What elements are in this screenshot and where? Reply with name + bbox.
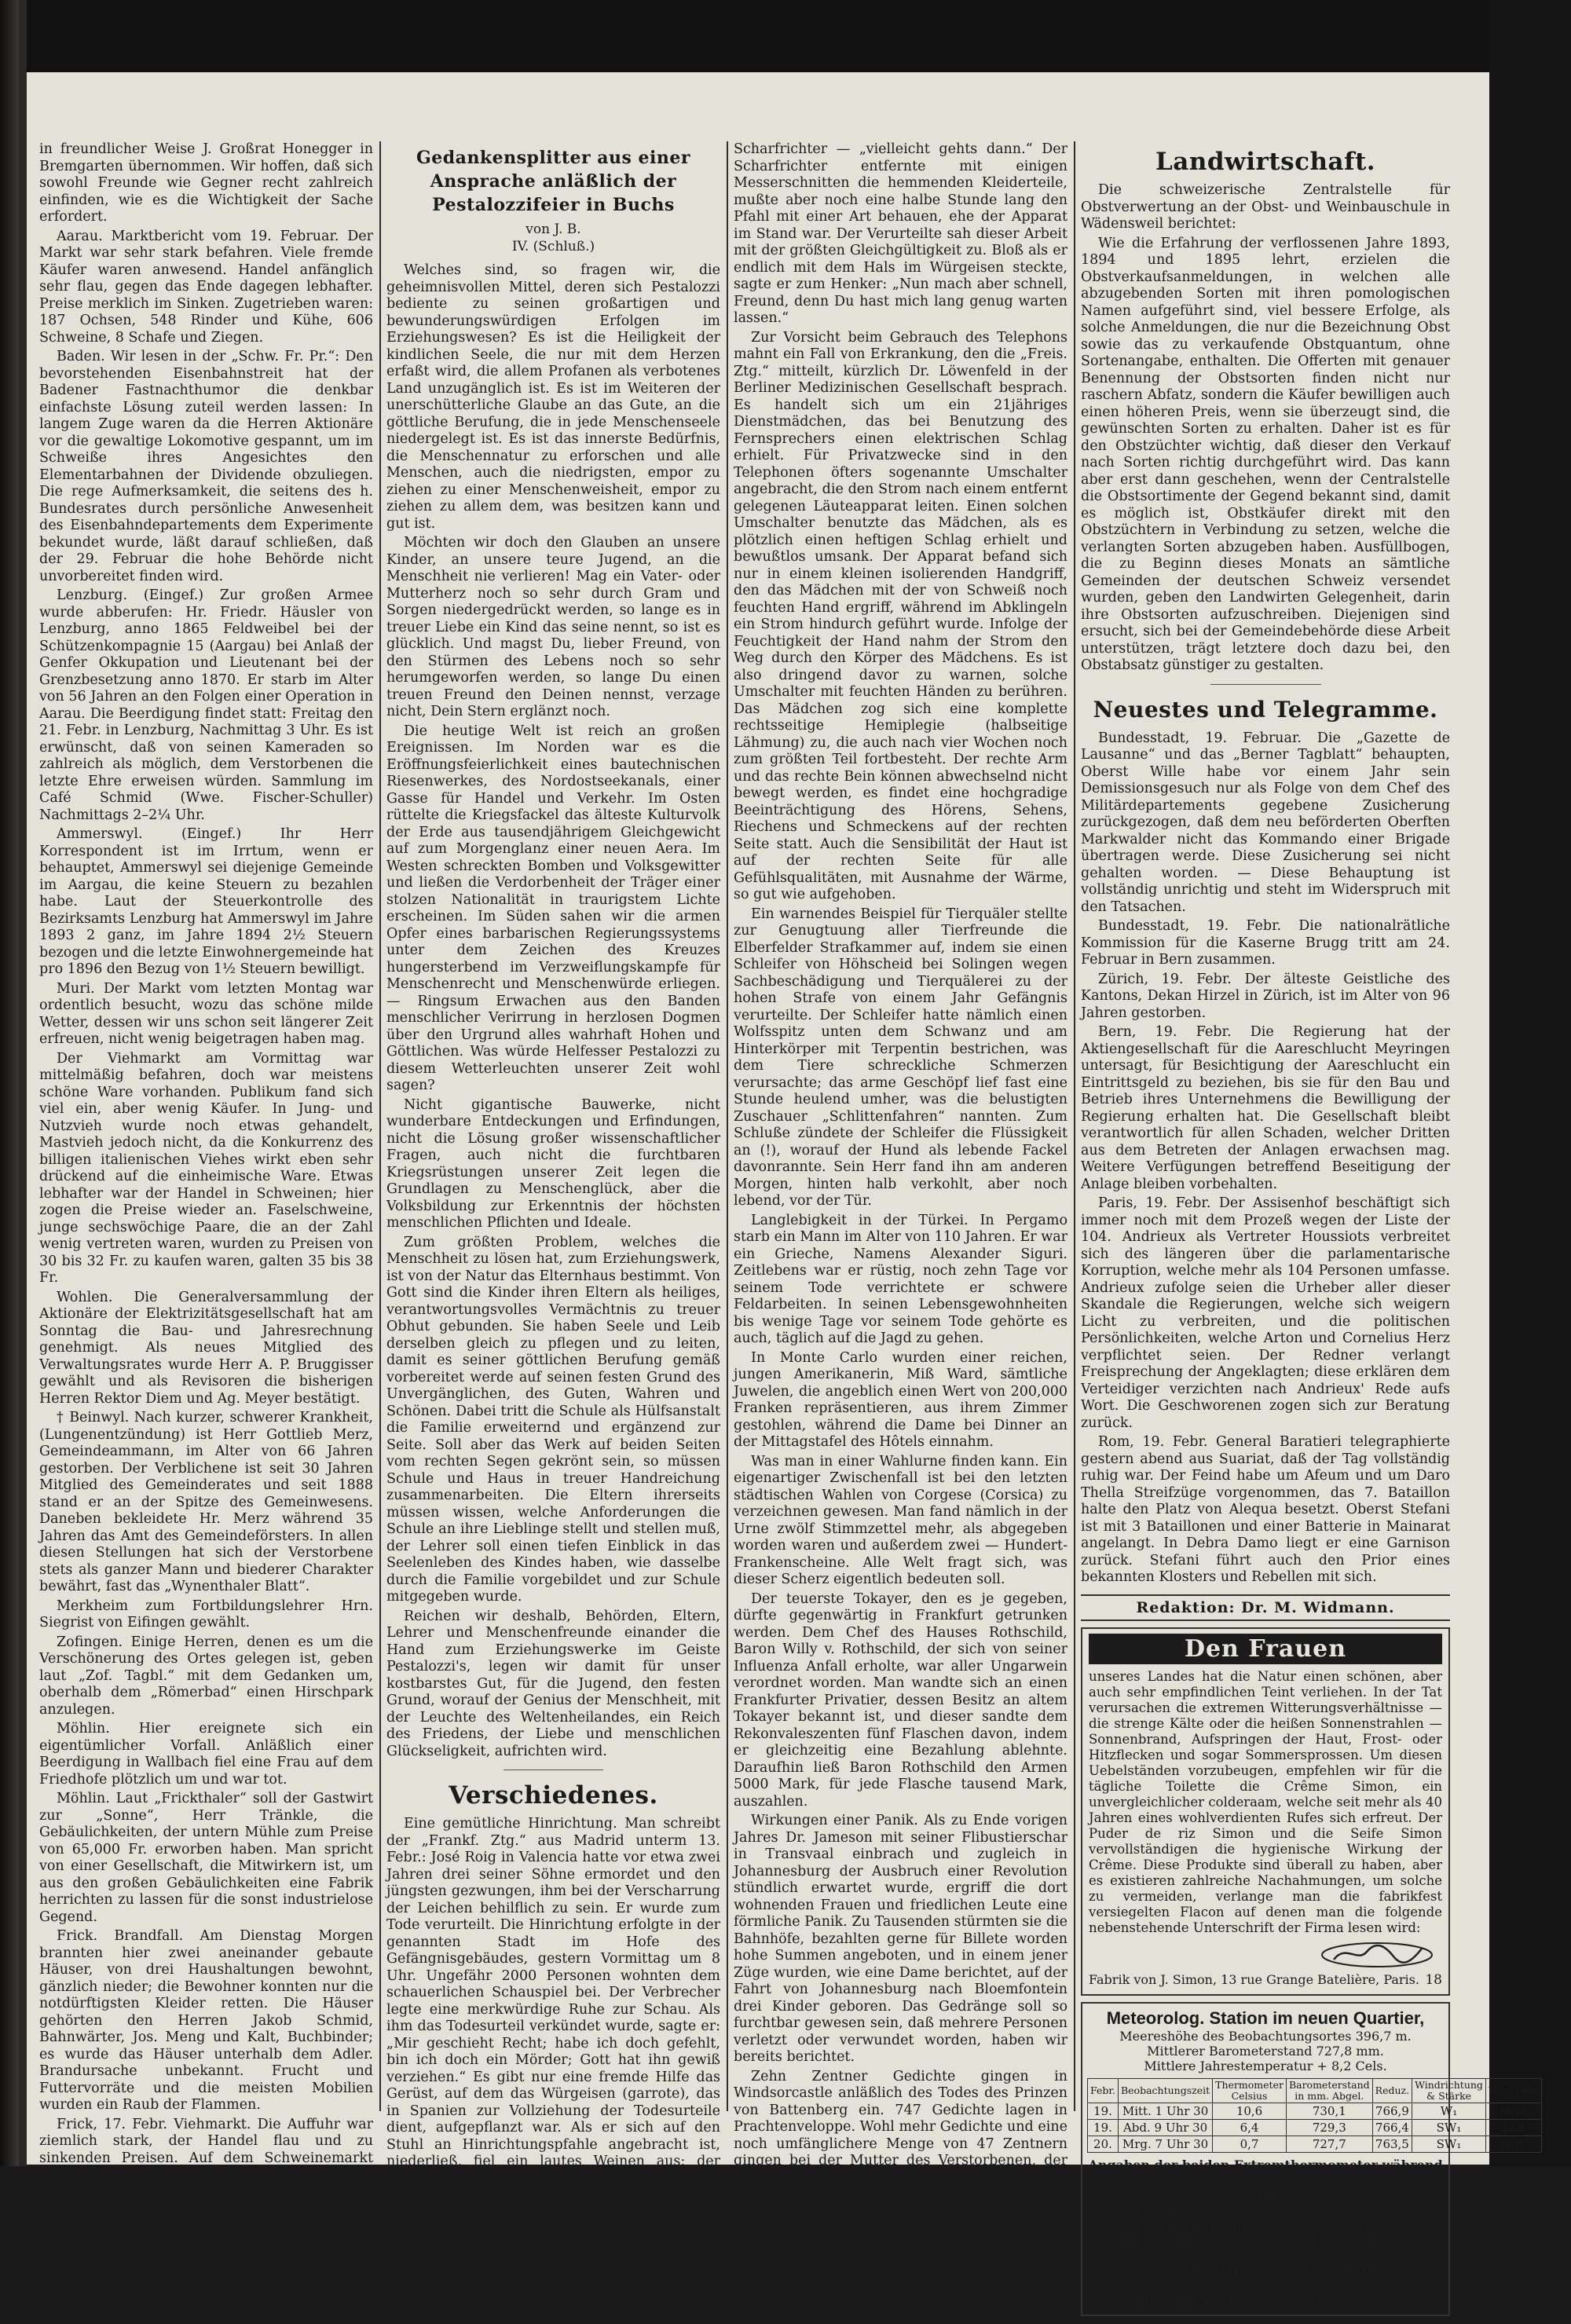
table-cell: hell (1485, 2119, 1541, 2136)
article-paragraph: Die schweizerische Zentralstelle für Obstverwertung an der Obst- und Weinbauschule in Wädensweil berichtet: (1081, 182, 1450, 233)
news-item: Möhlin. Laut „Frickthaler“ soll der Gastwirt zur „Sonne“, Herr Tränkle, die Gebäulichkeiten, der untern Mühle zum Preise von 65,000 Fr. erworben haben. Man spricht von einer Gesellschaft, die Mitwirkern ist, um aus den großen Gebäulichkeiten eine Fabrik herrichten zu lassen für die sonst industrielose Gegend. (39, 1791, 373, 1926)
table-cell: 730,1 (1286, 2103, 1372, 2119)
news-item: X-Strahlen. Der „Gaulois“ teilt mit, daß es einem seiner Mitarbeiter mittels Röntgen-Strahlen gelungen ist, einen Brief im verschlossenen Couvert zu photographieren. Das Facsimile des photographierten Briefes, dessen Schriftzüge deutlich erkennbar sind, ist abgedruckt. (734, 2206, 1067, 2324)
article-paragraph: Wie die Erfahrung der verflossenen Jahre 1893, 1894 und 1895 lehrt, erzielen die Obstverkaufsanmeldungen, in welchen alle abzugebenden Sorten mit ihren pomologischen Namen aufgeführt sind, viel bessere Erfolge, als solche Anmeldungen, die nur die Bezeichnung Obst sowie das zu verkaufende Obstquantum, ohne Sortenangabe, enthalten. Die Offerten mit genauer Benennung der Obstsorten finden nicht nur raschern Abfatz, sondern die Käufer bewilligen auch einen höheren Preis, wenn sie überzeugt sind, die gewünschten Sorten zu erhalten. Daher ist es für den Obstzüchter wichtig, daß dieser den Verkauf nach Sorten richtig durchgeführt wird. Das kann aber erst dann geschehen, wenn der Centralstelle die Obstsortimente der Gegend bekannt sind, damit es möglich ist, Obstkäufer direkt mit den Obstzüchtern in Verbindung zu setzen, welche die verlangten Sorten abzugeben haben. Ausfüllbogen, die zu Beginn dieses Monats an sämtliche Gemeinden der deutschen Schweiz versendet wurden, geben den Landwirten Gelegenheit, darin ihre Obstsorten aufzuschreiben. Diejenigen sind ersucht, sich bei der Gemeindebehörde diese Arbeit unterstützen, trägt letztere doch dazu bei, den Obstabsatz günstiger zu gestalten. (1081, 236, 1450, 675)
news-item: † Beinwyl. Nach kurzer, schwerer Krankheit, (Lungenentzündung) ist Herr Gottlieb Merz, Gemeindeammann, im Alter von 66 Jahren gestorben. Der Verblichene ist seit 30 Jahren Mitglied des Gemeinderates und seit 1888 stand er an der Spitze des Gemeinwesens. Daneben bekleidete Hr. Merz während 35 Jahren das Amt des Gemeindeförsters. In allen diesen Stellungen hat sich der Verstorbene stets als ganzer Mann und biederer Charakter bewährt, fast das „Wynenthaler Blatt“. (39, 1410, 373, 1596)
article-paragraph: Eine gemütliche Hinrichtung. Man schreibt der „Frankf. Ztg.“ aus Madrid unterm 13. Febr.: José Roig in Valencia hatte vor etwa zwei Jahren drei seiner Söhne ermordet und den jüngsten gezwungen, ihm bei der Verscharrung der Leichen behilflich zu sein. Er wurde zum Tode verurteilt. Die Hinrichtung erfolgte in der genannten Stadt im Hofe des Gefängnisgebäudes, gestern Vormittag um 8 Uhr. Ungefähr 2000 Personen wohnten dem schauerlichen Schauspiel bei. Der Verbrecher legte eine merkwürdige Ruhe zur Schau. Als ihm das Todesurteil verkündet wurde, sagte er: „Mir geschieht Recht; habe ich doch gefehlt, bin ich doch ein Mörder; Gott hat ihn gewiß verziehen.“ Es gibt nur eine fremde Hilfe das Gerüst, auf dem das Würgeisen (garrote), das in Spanien zur Vollziehung der Todesurteile dient, aufgepflanzt war. Als er sich auf den Stuhl an Hinrichtungspfahle angebracht ist, niederließ, fiel ein lautes Weinen aus; der Scharfrichter legte ihm den Ring um den Hals nicht an ergriff den das Würgeisen drehen. Der Sitz wurde erhöht, aber noch konnte die Hinrichtung nicht stattfinden, weil nämlich der Hals des Verurteilten, wegen zu großer Dicke des Pfahls, nicht in das Würgeisen hineinpaßte. „Schneide mir die Kleider vom Hals weg,“ sagte der Verurteilte zum (386, 1816, 720, 2306)
news-item: Der teuerste Tokayer, den es je gegeben, dürfte gegenwärtig in Frankfurt getrunken werden. Dem Chef des Hauses Rothschild, Baron Willy v. Rothschild, der sich von seiner Influenza Anfall erholte, war aller Ungarwein verordnet worden. Man wandte sich an einen Frankfurter Privatier, dessen Besitz an altem Tokayer bekannt ist, und dieser sandte dem Rekonvaleszenten fünf Flaschen davon, indem er gleichzeitig eine Bezahlung ablehnte. Daraufhin ließ Baron Rothschild den Armen 5000 Mark, für jede Flasche tausend Mark, auszahlen. (734, 1591, 1067, 1811)
telegram-item: Bern, 19. Febr. Die Regierung hat der Aktiengesellschaft für die Aareschlucht Meyringen untersagt, für Besichtigung der Aareschlucht ein Eintrittsgeld zu beziehen, bis sie für den Bau und Betrieb ihres Unternehmens die Bewilligung der Regierung erhalten hat. Die Gesellschaft bleibt verantwortlich für allen Schaden, welcher Dritten aus dem Betreten der Anlagen erwachsen mag. Weitere Verfügungen betreffend Beseitigung der Anlage bleiben vorbehalten. (1081, 1024, 1450, 1193)
article-paragraph: Nicht gigantische Bauwerke, nicht wunderbare Entdeckungen und Erfindungen, nicht die Lösung großer wissenschaftlicher Fragen, auch nicht die furchtbaren Kriegsrüstungen unserer Zeit legen die Grundlagen zu Menschenglück, aber die Volksbildung zur Erkenntnis der höchsten menschlichen Pflichten und Ideale. (386, 1097, 720, 1232)
ad-signature-row (1089, 1939, 1436, 1971)
table-row (1088, 2136, 1542, 2152)
article-paragraph: Reichen wir deshalb, Behörden, Eltern, Lehrer und Menschenfreunde einander die Hand zum Erziehungswerke im Geiste Pestalozzi's, legen wir damit für unser kostbarstes Gut, für die Jugend, den festen Grund, worauf der Genius der Menschheit, mit der Leuchte des Weltenheilandes, ein Reich des Friedens, der Liebe und menschlichen Glückseligkeit, aufrichten wird. (386, 1609, 720, 1761)
table-cell: 19. (1088, 2103, 1119, 2119)
news-item: Frick. Brandfall. Am Dienstag Morgen brannten hier zwei aneinander gebaute Häuser, von drei Haushaltungen bewohnt, gänzlich nieder; die Bewohner konnten nur die notdürftigsten Kleider retten. Die Häuser gehörten den Herren Jakob Schmid, Bahnwärter, Jos. Meng und Kalt, Buchbinder; es wurde das Häuser unterhalb dem Adler. Brandursache unbekannt. Frucht und Futtervorräte und die meisten Mobilien wurden ein Raub der Flammen. (39, 1928, 373, 2114)
article-paragraph: Die heutige Welt ist reich an großen Ereignissen. Im Norden war es die Eröffnungsfeierlichkeit eines bautechnischen Riesenwerkes, des Nordostseekanals, einer Gasse für Handel und Verkehr. Im Osten rüttelte die Kriegsfackel das älteste Kulturvolk der Erde aus tausendjährigem Gleichgewicht auf zum Morgenglanz einer neuen Aera. Im Westen schreckten Bomben und Volksgewitter und ließen die Verdorbenheit der Träger einer stolzen Nationalität in traurigstem Lichte erscheinen. Im Süden sahen wir die armen Opfer eines barbarischen Regierungssystems unter dem Zeichen des Kreuzes hungersterbend im Verzweiflungskampfe für Menschenrecht und Menschenwürde erliegen. — Ringsum Erwachen aus den Banden menschlicher Verirrung in herzlosen Dogmen über den Urgrund alles wahrhaft Hohen und Göttlichen. Was würde Helfesser Pestalozzi zu diesem Wetterleuchten unserer Zeit wohl sagen? (386, 723, 720, 1095)
news-item: Möhlin. Hier ereignete sich ein eigentümlicher Vorfall. Anläßlich einer Beerdigung in Wallbach fiel eine Frau auf dem Friedhofe plötzlich um und war tot. (39, 1721, 373, 1788)
column-pestalozzi (386, 141, 720, 2111)
max-label: Maximum (1282, 2202, 1352, 2217)
telegram-item: Paris, 19. Febr. Der Assisenhof beschäftigt sich immer noch mit dem Prozeß wegen der Liste der 104. Andrieux als Vertreter Houssiots verbreitet sich des längeren über die parlamentarische Korruption, welche mehr als 104 Personen umfasse. Andrieux zufolge seien die Urheber aller dieser Skandale die Regierungen, welche sich weigern Licht zu verbreiten, und die politischen Persönlichkeiten, welche Arton und Cornelius Herz verpflichtet seien. Der Redner verlangt Freisprechung der Angeklagten; diese erklären dem Verteidiger verzichten nach Andrieux' Rede aufs Wort. Die Geschworenen zogen sich zur Beratung zurück. (1081, 1195, 1450, 1432)
table-cell: W₁ (1412, 2103, 1486, 2119)
table-cell: 727,7 (1286, 2136, 1372, 2152)
weather-title: Meteorolog. Station im neuen Quartier, (1087, 2008, 1444, 2029)
news-item: Muri. Der Markt vom letzten Montag war ordentlich besucht, wozu das schöne milde Wetter, dessen wir uns schon seit längerer Zeit erfreuen, nicht wenig beigetragen haben mag. (39, 981, 373, 1049)
weather-line: Mittlerer Barometerstand 727,8 mm. (1087, 2044, 1444, 2059)
news-item: Wohlen. Die Generalversammlung der Aktionäre der Elektrizitätsgesellschaft hat am Sonntag die Bau- und Jahresrechnung genehmigt. Als neues Mitglied des Verwaltungsrates wurde Herr A. P. Bruggisser gewählt und als Revisoren die bisherigen Herren Rektor Diem und Ag. Meyer bestätigt. (39, 1290, 373, 1408)
scan-left-edge (0, 0, 27, 2166)
news-item: Wirkungen einer Panik. Als zu Ende vorigen Jahres Dr. Jameson mit seiner Flibustierschar in Transvaal einbrach und zugleich in Johannesburg der Ausbruch einer Revolution stündlich erwartet wurde, ergriff die dort wohnenden Frauen und friedlichen Leute eine förmliche Panik. Zu Tausenden stürmten sie die Bahnhöfe, bezahlten gerne für Billete worden hohe Summen angeboten, und in einem jener Züge wurden, wie eine Dame berichtet, auf der Fahrt von Johannesburg nach Bloemfontein drei Kinder geboren. Das Gedränge soll so furchtbar gewesen sein, daß mehrere Personen verletzt oder verwundet worden, haben wir bereits berichtet. (734, 1813, 1067, 2066)
article-part: IV. (Schluß.) (386, 239, 720, 254)
max-value: 5,2 °C. (1357, 2202, 1403, 2217)
table-cell: 10,6 (1213, 2103, 1287, 2119)
table-cell: 20. (1088, 2136, 1119, 2152)
advertisement-creme-simon (1081, 1627, 1450, 1996)
forecast-text: Neblig oder leicht bewölkt, tagsüber mild. (1087, 2295, 1444, 2310)
table-header: Witterung (1485, 2078, 1541, 2103)
article-byline: von J. B. (386, 221, 720, 237)
table-cell: SW₁ (1412, 2136, 1486, 2152)
column-rule (379, 141, 381, 2111)
table-row (1088, 2119, 1542, 2136)
table-cell: 729,3 (1286, 2119, 1372, 2136)
news-item: Zofingen. Einige Herren, denen es um die Verschönerung des Ortes gelegen ist, geben laut „Zof. Tagbl.“ mit dem Gedanken um, oberhalb dem „Römerbad“ einen Hirschpark anzulegen. (39, 1634, 373, 1719)
table-cell: Abd. 9 Uhr 30 (1118, 2119, 1212, 2136)
telegram-item: Rom, 19. Febr. General Baratieri telegraphierte gestern abend aus Suariat, daß der Tag vollständig ruhig war. Der Feind habe um Afeum und um Daro Thella Streifzüge vorgenommen, das 7. Bataillon halte den Platz von Alequa besetzt. Oberst Stefani ist mit 3 Bataillonen und einer Batterie in Mainarat angelangt. In Debra Damo liegt er eine Garnison zurück. Stefani führt auch den Prior eines bekannten Klosters und Rebellen mit sich. (1081, 1434, 1450, 1587)
min-label: Minimum (1128, 2202, 1196, 2217)
weather-station-report (1081, 2002, 1450, 2316)
news-item: Zehn Zentner Gedichte gingen in Windsorcastle anläßlich des Todes des Prinzen von Battenberg ein. 747 Gedichte lagen in Prachtenveloppe. Wohl mehr Gedichte und eine noch umfänglichere Menge von 47 Zentnern gingen bei der Mutter des Verstorbenen, der Königin, von Personen aus New-York, ein. Gelesen wird natürlich keines. (734, 2069, 1067, 2204)
section-title-telegrams: Neuestes und Telegramme. (1081, 694, 1450, 726)
signature-icon (1318, 1939, 1436, 1971)
forecast-date: vom 20. Februar 1896. (1087, 2280, 1444, 2295)
table-cell: bed. (1485, 2136, 1541, 2152)
table-cell: 766,4 (1372, 2119, 1412, 2136)
ad-text: unseres Landes hat die Natur einen schönen, aber auch sehr empfindlichen Teint verliehen. In der Tat verursachen die extremen Witterungsverhältnisse — die strenge Kälte oder die heißen Sonnenstrahlen — Sonnenbrand, Aufspringen der Haut, Frost- oder Hitzflecken und sogar Sommersprossen. Um diesen Uebelständen vorzubeugen, empfehlen wir für die tägliche Toilette die Crême Simon, ein unvergleichlicher colderaam, welche seit mehr als 40 Jahren eines wohlverdienten Rufes sich erfreut. Der Puder de riz Simon und die Seife Simon vervollständigen die hygienische Wirkung der Crême. Diese Produkte sind überall zu haben, aber es existieren zahlreiche Nachahmungen, um solche zu vermeiden, verlange man die fabrikfest versiegelten Flacon auf denen man die folgende nebenstehende Unterschrift der Firma lesen wird: (1089, 1669, 1442, 1936)
ad-footer (1089, 1972, 1442, 1988)
table-cell: Mitt. 1 Uhr 30 (1118, 2103, 1212, 2119)
news-item: in freundlicher Weise J. Großrat Honegger in Bremgarten übernommen. Wir hoffen, daß sich sowohl Freunde wie Gegner recht zahlreich einfinden, wie es die Wichtigkeit der Sache erfordert. (39, 141, 373, 226)
column-agriculture-telegrams (1081, 141, 1450, 2111)
telegram-item: Bundesstadt, 19. Febr. Die nationalrätliche Kommission für die Kaserne Brugg tritt am 24. Februar in Bern zusammen. (1081, 918, 1450, 969)
ad-maker: Fabrik von J. Simon, 13 rue Grange Batelière, Paris. (1089, 1972, 1419, 1988)
news-item: Böttingen. Lehrerwahl. Bei einem absoluten Mehr von 71 Stimmen ist im ersten Wahlgang Herr Lehrer Knecht mit 116 Stimmen gewählt worden. Es bedurfte ist nicht das Anbewirkt wurde an die Anfechtungen von ultramontaner Seite. (39, 2187, 373, 2288)
telegram-item: Bundesstadt, 19. Februar. Die „Gazette de Lausanne“ und das „Berner Tagblatt“ behaupten, Oberst Wille habe vor einem Jahr sein Demissionsgesuch nur als Folge von dem Chef des Militärdepartements gegebene Zusicherung zurückgezogen, daß dem neu beförderten Oberften Markwalder nicht das Kommando einer Brigade übertragen werde. Diese Zusicherung sei nicht gehalten worden. — Diese Behauptung ist vollständig unrichtig und steht im Widerspruch mit den Tatsachen. (1081, 730, 1450, 917)
weather-table (1087, 2078, 1542, 2153)
article-paragraph: Zum größten Problem, welches die Menschheit zu lösen hat, zum Erziehungswerk, ist von der Natur das Elternhaus bestimmt. Von Gott sind die Kinder ihren Eltern als heiliges, verantwortungsvolles Vermächtnis zu treuer Obhut gebunden. Sie haben Seele und Leib derselben gleich zu pflegen und zu leiten, damit es seiner göttlichen Berufung gemäß vorbereitet werde auf seinen festen Grund des Unvergänglichen, des Guten, Wahren und Schönen. Dabei tritt die Schule als Hülfsanstalt die Familie erweiternd und ergänzend zur Seite. Soll aber das Werk auf beiden Seiten vom rechten Segen gekrönt sein, so müssen Schule und Haus in treuer Handreichung zusammenarbeiten. Die Eltern ihrerseits müssen wissen, welche Anforderungen die Schule an ihre Lieblinge stellt und stellen muß, der Lehrer soll einen tiefen Einblick in das Seelenleben des Kindes haben, wie dasselbe durch die Familie vorgebildet und zur Schule mitgegeben wurde. (386, 1235, 720, 1606)
section-title-landwirtschaft: Landwirtschaft. (1081, 146, 1450, 178)
telegram-item: Zürich, 19. Febr. Der älteste Geistliche des Kantons, Dekan Hirzel in Zürich, ist im Alter von 96 Jahren gestorben. (1081, 972, 1450, 1023)
news-item: Was man in einer Wahlurne finden kann. Ein eigenartiger Zwischenfall ist bei den letzten städtischen Wahlen von Corgese (Corsica) zu verzeichnen gewesen. Man fand nämlich in der Urne zwölf Stimmzettel mehr, als abgegeben worden waren und außerdem zwei — Hundert-Frankenscheine. Alle Welt fragt sich, was dieser Scherz eigentlich bedeuten soll. (734, 1454, 1067, 1589)
ad-number: 18 (1425, 1972, 1442, 1988)
weather-line: Mittlere Jahrestemperatur + 8,2 Cels. (1087, 2059, 1444, 2073)
table-header: Thermometer Celsius (1213, 2078, 1287, 2103)
news-item: Ammerswyl. (Eingef.) Ihr Herr Korrespondent ist im Irrtum, wenn er behauptet, Ammerswyl sei diejenige Gemeinde im Aargau, die keine Steuern zu bezahlen habe. Laut der Steuerkontrolle des Bezirksamts Lenzburg hat Ammerswyl im Jahre 1893 2 ganz, im Jahre 1894 2½ Steuern bezogen und die letzte Einwohnergemeinde hat pro 1896 den Bezug von 1½ Steuern bewilligt. (39, 826, 373, 979)
table-cell: 0,7 (1213, 2136, 1287, 2152)
news-item: Zur Vorsicht beim Gebrauch des Telephons mahnt ein Fall von Erkrankung, den die „Freis. Ztg.“ mitteilt, kürzlich Dr. Löwenfeld in der Berliner Medizinischen Gesellschaft besprach. Es handelt sich um ein 21jähriges Dienstmädchen, das bei Benutzung des Fernsprechers einen elektrischen Schlag erhielt. Für Privatzwecke sind in den Telephonen öfters sogenannte Umschalter angebracht, die den Strom nach einem entfernt gelegenen Läuteapparat leiten. Einen solchen Umschalter benutzte das Mädchen, als es plötzlich einen heftigen Schlag erhielt und bewußtlos umsank. Der Apparat befand sich nur in einem kleinen isolierenden Handgriff, den das Mädchen mit der von Schweiß noch feuchten Hand ergriff, während im Abklingeln ein Strom hindurch geführt wurde. Infolge der Feuchtigkeit der Hand nahm der Strom den Weg durch den Körper des Mädchens. Es ist also dringend davor zu warnen, solche Umschalter mit feuchten Händen zu berühren. Das Mädchen zog sich eine komplette rechtsseitige Hemiplegie (halbseitige Lähmung) zu, die auch nach vier Wochen noch zum größten Teil fortbesteht. Der rechte Arm und das rechte Bein können abwechselnd nicht bewegt werden, es findet eine hochgradige Beeinträchtigung des Hörens, Sehens, Riechens und Schmeckens auf der rechten Seite statt. Auch die Sensibilität der Haut ist auf der rechten Seite für alle Gefühlsqualitäten, mit Ausnahme der Wärme, so gut wie aufgehoben. (734, 330, 1067, 904)
scan-top-border (27, 0, 1489, 72)
article-paragraph: Möchten wir doch den Glauben an unsere Kinder, an unsere teure Jugend, an die Menschheit nie verlieren! Mag ein Vater- oder Mutterherz noch so sehr durch Gram und Sorgen niedergedrückt werden, so lange es in treuer Liebe ein Kind das seine nennt, so ist es glücklich. Und magst Du, lieber Freund, von den Stürmen des Lebens noch so sehr herumgeworfen werden, so lange Du einen treuen Freund den Deinen nennst, verzage nicht, Dein Stern erglänzt noch. (386, 535, 720, 721)
table-cell: 763,5 (1372, 2136, 1412, 2152)
column-rule (1074, 141, 1075, 2111)
column-local-news (39, 141, 373, 2111)
table-header: Beobachtungszeit (1118, 2078, 1212, 2103)
table-header: Reduz. (1372, 2078, 1412, 2103)
article-title: Gedankensplitter aus einer Ansprache anläßlich der Pestalozzifeier in Buchs (386, 146, 720, 217)
news-item: Baden. Wir lesen in der „Schw. Fr. Pr.“: Den bevorstehenden Eisenbahnstreit hat der Badener Fastnachthumor die denkbar einfachste Lösung zuteil werden lassen: In langem Zuge waren da die Herren Aktionäre vor die gewaltige Lokomotive gespannt, um im Schweiße ihres Angesichtes den Elementarbahnen der Dividende obzuliegen. Die rege Aufmerksamkeit, die seitens des h. Bundesrates durch persönliche Anwesenheit des Eisenbahndepartements dem Experimente bekundet wurde, läßt darauf schließen, daß der 29. Februar die hohe Behörde nicht unvorbereitet finden wird. (39, 349, 373, 585)
weather-note: Niederschl.-gemess. heute früh 7 Uhr 30 Min. — mm. (1087, 2232, 1444, 2262)
news-item: Scharfrichter — „vielleicht gehts dann.“ Der Scharfrichter entfernte mit einigen Messerschnitten die hemmenden Kleiderteile, mußte aber noch eine halbe Stunde lang den Pfahl mit einer Art behauen, ehe der Apparat im Stand war. Der Verurteilte sah dieser Arbeit mit der größten Gleichgültigkeit zu. Bloß als er endlich mit dem Hals im Würgeisen steckte, sagte er zum Henker: „Nun mach aber schnell, Freund, denn Du hast mich lang genug warten lassen.“ (734, 141, 1067, 328)
section-title-verschiedenes: Verschiedenes. (386, 1780, 720, 1811)
weather-extremes (1087, 2202, 1444, 2217)
table-cell: 766,9 (1372, 2103, 1412, 2119)
news-item: Frick, 17. Febr. Viehmarkt. Die Auffuhr war ziemlich stark, der Handel flau und zu sinkenden Preisen. Auf dem Schweinemarkt gings etwas lebhafter zu. (39, 2117, 373, 2184)
table-cell: SW₁ (1412, 2119, 1486, 2136)
news-item: Der Viehmarkt am Vormittag war mittelmäßig befahren, doch war meistens schöne Ware vorhanden. Publikum fand sich viel ein, aber wenig Käufer. In Jung- und Nutzvieh wurde noch etwas gehandelt, Mastvieh jedoch nicht, da die Konkurrenz des billigen italienischen Viehes wirkt eben sehr drückend auf die einheimische Ware. Etwas lebhafter war der Handel in Schweinen; hier zogen die Preise wieder an. Faselschweine, junge sechswöchige Paare, die an der Zahl wenig vertreten waren, wurden zu Preisen von 30 bis 32 Fr. zu kaufen waren, galten 35 bis 38 Fr. (39, 1051, 373, 1287)
table-header: Windrichtung & Stärke (1412, 2078, 1486, 2103)
table-header: Febr. (1088, 2078, 1119, 2103)
editor-credit: Redaktion: Dr. M. Widmann. (1081, 1594, 1450, 1621)
news-item: Langlebigkeit in der Türkei. In Pergamo starb ein Mann im Alter von 110 Jahren. Er war ein Grieche, Namens Alexander Siguri. Zeitlebens war er rüstig, noch zehn Tage vor seinem Tode verrichtete er schwere Feldarbeiten. In seinen Lebensgewohnheiten bis wenige Tage vor seinem Tode gehörte es auch, täglich auf die Jagd zu gehen. (734, 1213, 1067, 1348)
column-rule (727, 141, 728, 2111)
scan-right-edge (1489, 0, 1571, 2166)
table-row (1088, 2103, 1542, 2119)
table-cell: 19. (1088, 2119, 1119, 2136)
news-item: Lenzburg. (Eingef.) Zur großen Armee wurde abberufen: Hr. Friedr. Häusler von Lenzburg, anno 1865 Feldweibel bei der Schützenkompagnie 15 (Aargau) bei Anlaß der Genfer Okkupation und Lieutenant bei der Grenzbesetzung anno 1870. Er starb im Alter von 56 Jahren an den Folgen einer Operation in Aarau. Die Beerdigung findet statt: Freitag den 21. Febr. in Lenzburg, Nachmittag 3 Uhr. Es ist erwünscht, daß von seinen Kameraden so zahlreich als möglich, dem Verstorbenen die letzte Ehre erweisen würden. Sammlung im Café Schmid (Wwe. Fischer-Schuller) Nachmittags 2–2¼ Uhr. (39, 587, 373, 824)
table-cell: 6,4 (1213, 2119, 1287, 2136)
weather-note: Angaben der beiden Extremthermometer während 24 Stunden, abgelesen gestern Abend 9 Uhr 30 Min. (1087, 2157, 1444, 2202)
ad-title: Den Frauen (1089, 1634, 1442, 1664)
section-divider (1210, 684, 1321, 685)
table-cell: Mrg. 7 Uhr 30 (1118, 2136, 1212, 2152)
table-header: Barometerstand in mm. Abgel. (1286, 2078, 1372, 2103)
column-miscellany (734, 141, 1067, 2111)
news-item: Merkheim zum Fortbildungslehrer Hrn. Siegrist von Eifingen gewählt. (39, 1598, 373, 1632)
table-cell: bew. (1485, 2103, 1541, 2119)
weather-line: Meereshöhe des Beobachtungsortes 396,7 m. (1087, 2029, 1444, 2044)
forecast-title: Zürcher Witterungsaussichten (1087, 2265, 1444, 2280)
news-item: Ein warnendes Beispiel für Tierquäler stellte zur Genugtuung aller Tierfreunde die Elberfelder Strafkammer auf, indem sie einen Schleifer von Höhscheid bei Solingen wegen Sachbeschädigung und Tierquälerei zu der hohen Strafe von einem Jahr Gefängnis verurteilte. Der Schleifer hatte nämlich einen Wolfsspitz unten dem Schwanz und am Hinterkörper mit Terpentin bestrichen, was dem Tiere schreckliche Schmerzen verursachte; das arme Geschöpf lief fast eine Stunde heulend umher, was die belustigten Zuschauer „Schlittenfahren“ nannten. Zum Schluße zündete der Schleifer die Flüssigkeit an (!), worauf der Hund als lebende Fackel davonrannte. Sein Herr fand ihn am anderen Morgen, hinten halb verkohlt, aber noch lebend, vor der Tür. (734, 906, 1067, 1210)
weather-forecast (1087, 2265, 1444, 2310)
article-paragraph: Welches sind, so fragen wir, die geheimnisvollen Mittel, deren sich Pestalozzi bediente zu seinen großartigen und bewunderungswürdigen Erfolgen im Erziehungswesen? Es ist die Heiligkeit der kindlichen Seele, die nur mit dem Herzen erfaßt wird, die allem Profanen als verbotenes Land unzugänglich ist. Es ist im Weiteren der unerschütterliche Glaube an das Gute, an die göttliche Berufung, die in jede Menschenseele niedergelegt ist. Es ist das innerste Bedürfnis, die Menschennatur zu erforschen und alle Menschen, auch die niedrigsten, empor zu ziehen zu einer Menschenweisheit, empor zu ziehen zu allem dem, was besitzen kann und gut ist. (386, 262, 720, 533)
min-value: — 4,2 °C. (1201, 2202, 1265, 2217)
weather-note: Temperatur-Minimum der letzten Nacht — 0,5 °C. (1087, 2217, 1444, 2232)
news-item: Aarau. Marktbericht vom 19. Februar. Der Markt war sehr stark befahren. Viele fremde Käufer waren anwesend. Handel anfänglich sehr flau, gegen das Ende dagegen lebhafter. Preise merklich im Sinken. Zugetrieben waren: 187 Ochsen, 548 Rinder und Kühe, 606 Schweine, 8 Schafe und Ziegen. (39, 229, 373, 347)
news-item: In Monte Carlo wurden einer reichen, jungen Amerikanerin, Miß Ward, sämtliche Juwelen, die angeblich einen Wert von 200,000 Franken repräsentieren, aus ihrem Zimmer gestohlen, während die Dame bei Dinner an der Mittagstafel des Hôtels einnahm. (734, 1350, 1067, 1451)
